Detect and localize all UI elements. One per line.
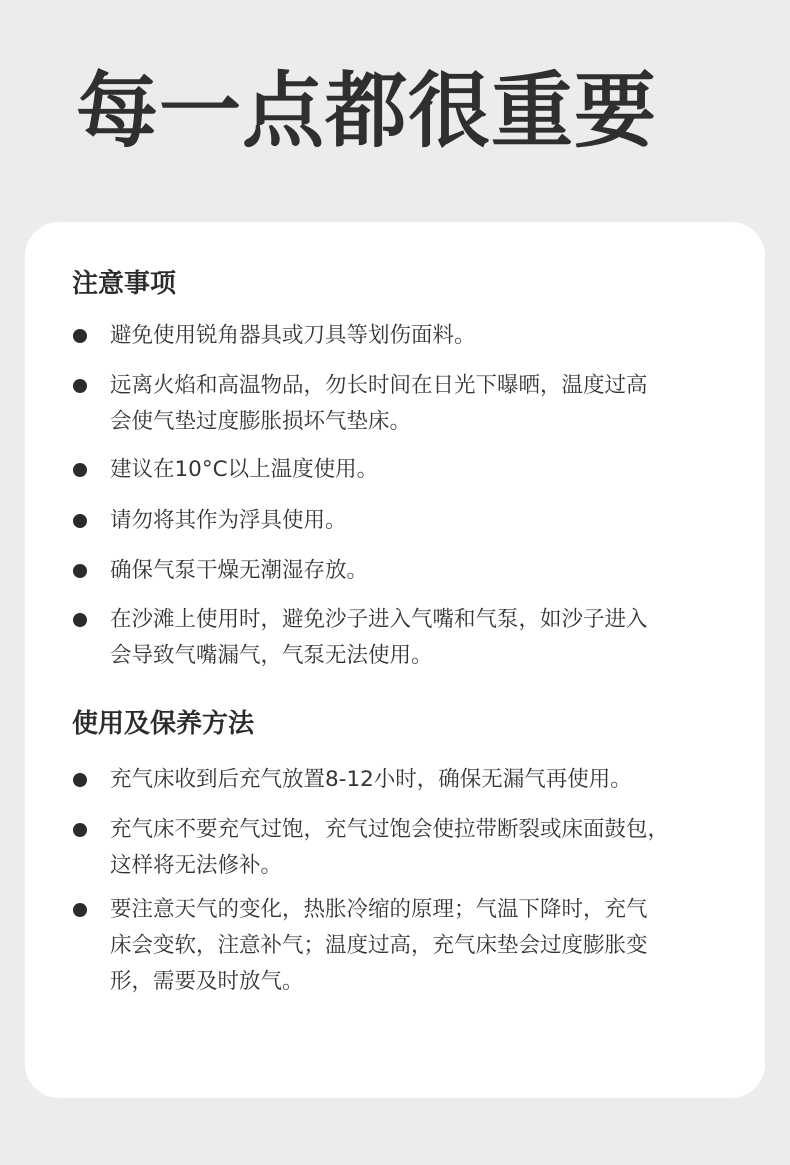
notes-item-text: 在沙滩上使用时，避免沙子进入气嘴和气泵，如沙子进入 会导致气嘴漏气，气泵无法使用。 <box>110 607 648 668</box>
bullet-icon <box>73 564 87 578</box>
bullet-icon <box>73 903 87 917</box>
care-item-text: 充气床收到后充气放置8-12小时，确保无漏气再使用。 <box>110 767 632 792</box>
care-item-text: 充气床不要充气过饱，充气过饱会使拉带断裂或床面鼓包， 这样将无法修补。 <box>110 817 670 878</box>
content-card <box>25 222 765 1098</box>
notes-item-text: 避免使用锐角器具或刀具等划伤面料。 <box>110 323 476 348</box>
bullet-icon <box>73 613 87 627</box>
notes-item-text: 远离火焰和高温物品，勿长时间在日光下曝晒，温度过高 会使气垫过度膨胀损坏气垫床。 <box>110 373 648 434</box>
bullet-icon <box>73 379 87 393</box>
bullet-icon <box>73 823 87 837</box>
bullet-icon <box>73 463 87 477</box>
care-item-text: 要注意天气的变化，热胀冷缩的原理；气温下降时，充气 床会变软，注意补气；温度过高，充气床垫会过度膨胀变 形，需要及时放气。 <box>110 897 648 994</box>
bullet-icon <box>73 514 87 528</box>
care-heading: 使用及保养方法 <box>72 709 255 739</box>
bullet-icon <box>73 773 87 787</box>
notes-item-text: 请勿将其作为浮具使用。 <box>110 508 347 533</box>
page-title: 每一点都很重要 <box>76 64 658 159</box>
notes-item-text: 确保气泵干燥无潮湿存放。 <box>110 558 369 583</box>
notes-heading: 注意事项 <box>72 269 177 299</box>
bullet-icon <box>73 329 87 343</box>
notes-item-text: 建议在10°C以上温度使用。 <box>110 457 379 482</box>
